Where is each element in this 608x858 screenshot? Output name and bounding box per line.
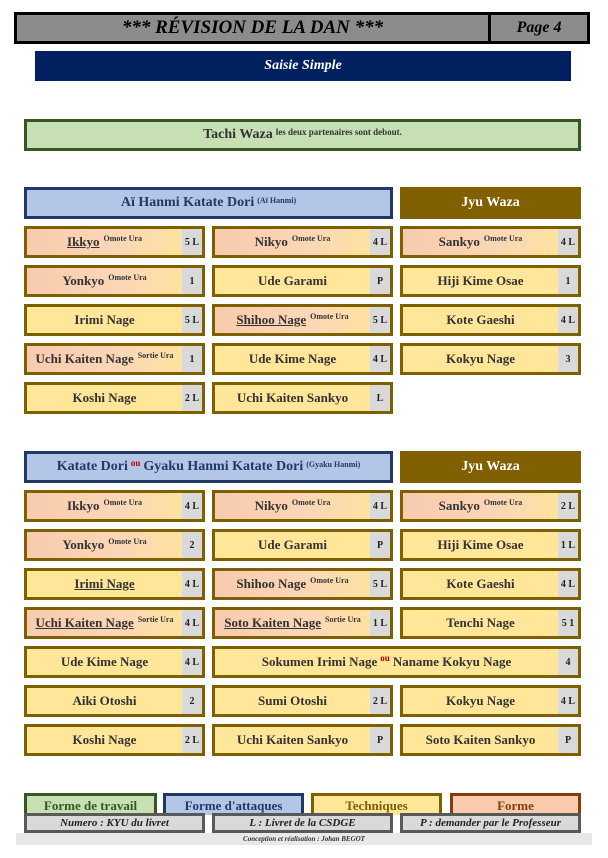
section1-technique-cell — [24, 343, 205, 375]
section1-note: (Aï Hanmi) — [257, 195, 297, 205]
section2-technique-cell — [212, 607, 393, 639]
legend-livret: L : Livret de la CSDGE — [212, 813, 393, 833]
section2-note: (Gyaku Hanmi) — [306, 459, 361, 469]
section1-technique-cell — [400, 226, 581, 258]
section1-technique-cell — [212, 226, 393, 258]
technique-variant: Omote Ura — [483, 497, 523, 507]
legend-techniques: Techniques — [311, 793, 442, 815]
technique-name: Aiki Otoshi — [72, 693, 137, 708]
section2-jyu-waza: Jyu Waza — [400, 451, 581, 483]
technique-label — [27, 610, 182, 636]
level-badge: 2 L — [182, 385, 202, 411]
technique-name: Hiji Kime Osae — [437, 537, 524, 552]
section1-technique-cell — [212, 382, 393, 414]
technique-label — [403, 493, 558, 519]
legend-forme-travail: Forme de travail — [24, 793, 157, 815]
level-badge: 1 — [182, 268, 202, 294]
section2-technique-cell — [212, 646, 581, 678]
technique-label — [215, 385, 370, 411]
technique-label — [215, 307, 370, 333]
credit-line: Conception et réalisation : Johan BEGOT — [16, 833, 592, 845]
section2-technique-cell — [212, 568, 393, 600]
technique-label — [215, 532, 370, 558]
technique-label — [403, 307, 558, 333]
section2-technique-cell — [212, 490, 393, 522]
section1-technique-cell — [400, 304, 581, 336]
level-badge: 4 L — [182, 649, 202, 675]
section1-header — [24, 187, 393, 219]
level-badge: 4 L — [182, 493, 202, 519]
technique-variant: Omote Ura — [310, 311, 349, 321]
technique-name: Kokyu Nage — [446, 693, 515, 708]
technique-variant: Omote Ura — [108, 272, 147, 282]
technique-name: Soto Kaiten Nage — [224, 615, 321, 630]
technique-variant: Sortie Ura — [137, 350, 174, 360]
level-badge: 5 L — [370, 307, 390, 333]
section1-technique-cell — [212, 304, 393, 336]
technique-name: Kote Gaeshi — [446, 576, 515, 591]
level-badge: 3 — [558, 346, 578, 372]
technique-name: Nikyo — [254, 498, 288, 513]
section2-technique-cell — [400, 685, 581, 717]
section2-technique-cell — [24, 646, 205, 678]
section2-technique-cell — [24, 529, 205, 561]
technique-name: Ude Kime Nage — [248, 351, 337, 366]
level-badge: 4 L — [370, 346, 390, 372]
technique-label — [27, 268, 182, 294]
technique-label — [27, 571, 182, 597]
technique-name: Kokyu Nage — [446, 351, 515, 366]
section1-technique-cell — [400, 265, 581, 297]
technique-name: Yonkyo — [62, 537, 105, 552]
level-badge: 5 L — [182, 229, 202, 255]
level-badge: 2 L — [558, 493, 578, 519]
tachi-note: les deux partenaires sont debout. — [275, 127, 402, 137]
section2-technique-cell — [24, 490, 205, 522]
level-badge: 2 L — [182, 727, 202, 753]
technique-name: Irimi Nage — [74, 312, 135, 327]
technique-name: Uchi Kaiten Nage — [35, 351, 134, 366]
section2-technique-cell — [24, 607, 205, 639]
page-header — [14, 12, 590, 44]
level-badge: 1 L — [370, 610, 390, 636]
technique-name: Sankyo — [438, 234, 480, 249]
technique-label — [27, 229, 182, 255]
technique-variant: Omote Ura — [483, 233, 523, 243]
section2-ou: ou — [130, 458, 141, 468]
technique-name: Ikkyo — [67, 498, 100, 513]
level-badge: 1 — [558, 268, 578, 294]
technique-label — [403, 268, 558, 294]
technique-name: Ude Garami — [258, 537, 327, 552]
level-badge: 4 — [558, 649, 578, 675]
level-badge: 4 L — [558, 688, 578, 714]
level-badge: 2 — [182, 532, 202, 558]
technique-label — [215, 346, 370, 372]
technique-name: Sokumen Irimi Nage — [261, 654, 378, 669]
section2-technique-cell — [212, 685, 393, 717]
technique-label — [215, 268, 370, 294]
technique-label — [215, 610, 370, 636]
tachi-waza-banner — [24, 119, 581, 151]
level-badge: 4 L — [182, 571, 202, 597]
level-badge: P — [370, 532, 390, 558]
section2-technique-cell — [24, 685, 205, 717]
technique-name: Hiji Kime Osae — [437, 273, 524, 288]
technique-name: Kote Gaeshi — [446, 312, 515, 327]
section1-jyu-waza: Jyu Waza — [400, 187, 581, 219]
technique-name: Yonkyo — [62, 273, 105, 288]
technique-name: Uchi Kaiten Sankyo — [236, 390, 349, 405]
legend-professeur: P : demander par le Professeur — [400, 813, 581, 833]
page-number: Page 4 — [516, 19, 562, 36]
level-badge: 1 L — [558, 532, 578, 558]
technique-name: Ude Kime Nage — [60, 654, 149, 669]
technique-variant: Omote Ura — [103, 497, 142, 507]
level-badge: 5 L — [370, 571, 390, 597]
technique-label — [27, 493, 182, 519]
level-badge: 4 L — [370, 493, 390, 519]
section2-header — [24, 451, 393, 483]
page-title: *** RÉVISION DE LA DAN *** — [17, 15, 491, 41]
technique-label — [403, 727, 558, 753]
level-badge: 4 L — [182, 610, 202, 636]
level-badge: 5 1 — [558, 610, 578, 636]
technique-label — [27, 307, 182, 333]
section1-technique-cell — [212, 343, 393, 375]
level-badge: P — [558, 727, 578, 753]
technique-name: Ikkyo — [67, 234, 100, 249]
level-badge: 2 L — [370, 688, 390, 714]
level-badge: P — [370, 268, 390, 294]
technique-label — [403, 610, 558, 636]
tachi-label: Tachi Waza — [203, 127, 273, 142]
section2-technique-cell — [400, 490, 581, 522]
technique-label — [215, 727, 370, 753]
technique-name: Shihoo Nage — [236, 576, 307, 591]
level-badge: 4 L — [558, 229, 578, 255]
section1-technique-cell — [24, 226, 205, 258]
technique-label — [27, 385, 182, 411]
technique-variant: Omote Ura — [310, 575, 349, 585]
section2-title-a: Katate Dori — [56, 459, 128, 474]
technique-label — [403, 532, 558, 558]
technique-label — [403, 688, 558, 714]
level-badge: 5 L — [182, 307, 202, 333]
level-badge: L — [370, 385, 390, 411]
section2-technique-cell — [400, 724, 581, 756]
legend-numero: Numero : KYU du livret — [24, 813, 205, 833]
level-badge: 4 L — [558, 571, 578, 597]
technique-variant: Omote Ura — [291, 497, 331, 507]
technique-name: Uchi Kaiten Nage — [35, 615, 134, 630]
section2-technique-cell — [212, 529, 393, 561]
level-badge: 2 — [182, 688, 202, 714]
technique-label — [403, 571, 558, 597]
technique-name: Nikyo — [254, 234, 288, 249]
technique-variant: Omote Ura — [291, 233, 331, 243]
section1-technique-cell — [400, 343, 581, 375]
technique-name: Koshi Nage — [72, 390, 137, 405]
technique-name: Koshi Nage — [72, 732, 137, 747]
section1-technique-cell — [24, 265, 205, 297]
technique-variant: Omote Ura — [103, 233, 142, 243]
technique-name: Soto Kaiten Sankyo — [425, 732, 536, 747]
legend-forme-attaques: Forme d'attaques — [163, 793, 304, 815]
section1-technique-cell — [24, 304, 205, 336]
section2-technique-cell — [400, 568, 581, 600]
legend-forme: Forme — [450, 793, 581, 815]
section1-title: Aï Hanmi Katate Dori — [120, 195, 255, 210]
technique-label — [27, 346, 182, 372]
technique-label — [27, 532, 182, 558]
level-badge: 4 L — [558, 307, 578, 333]
technique-label — [215, 571, 370, 597]
section2-title-b: Gyaku Hanmi Katate Dori — [143, 459, 304, 474]
technique-label — [403, 346, 558, 372]
technique-variant: Sortie Ura — [325, 614, 361, 624]
section1-technique-cell — [212, 265, 393, 297]
technique-label — [27, 649, 182, 675]
technique-label — [27, 688, 182, 714]
technique-variant: Omote Ura — [108, 536, 147, 546]
level-badge: 4 L — [370, 229, 390, 255]
section2-technique-cell — [212, 724, 393, 756]
technique-name: Sankyo — [438, 498, 480, 513]
level-badge: 1 — [182, 346, 202, 372]
technique-label — [27, 727, 182, 753]
technique-label — [215, 688, 370, 714]
technique-variant: Sortie Ura — [137, 614, 174, 624]
technique-name: Irimi Nage — [74, 576, 135, 591]
section2-technique-cell — [400, 529, 581, 561]
technique-name: Ude Garami — [258, 273, 327, 288]
level-badge: P — [370, 727, 390, 753]
subtitle-banner: Saisie Simple — [35, 51, 571, 81]
section2-technique-cell — [24, 724, 205, 756]
section2-technique-cell — [24, 568, 205, 600]
technique-ou: ou — [380, 653, 390, 663]
technique-name: Tenchi Nage — [446, 615, 515, 630]
technique-label — [215, 229, 370, 255]
technique-name-alt: Naname Kokyu Nage — [392, 654, 512, 669]
section1-technique-cell — [24, 382, 205, 414]
technique-name: Shihoo Nage — [236, 312, 307, 327]
section2-technique-cell — [400, 607, 581, 639]
technique-name: Sumi Otoshi — [258, 693, 327, 708]
technique-label — [403, 229, 558, 255]
technique-label — [215, 493, 370, 519]
technique-name: Uchi Kaiten Sankyo — [236, 732, 349, 747]
technique-label — [215, 649, 558, 675]
